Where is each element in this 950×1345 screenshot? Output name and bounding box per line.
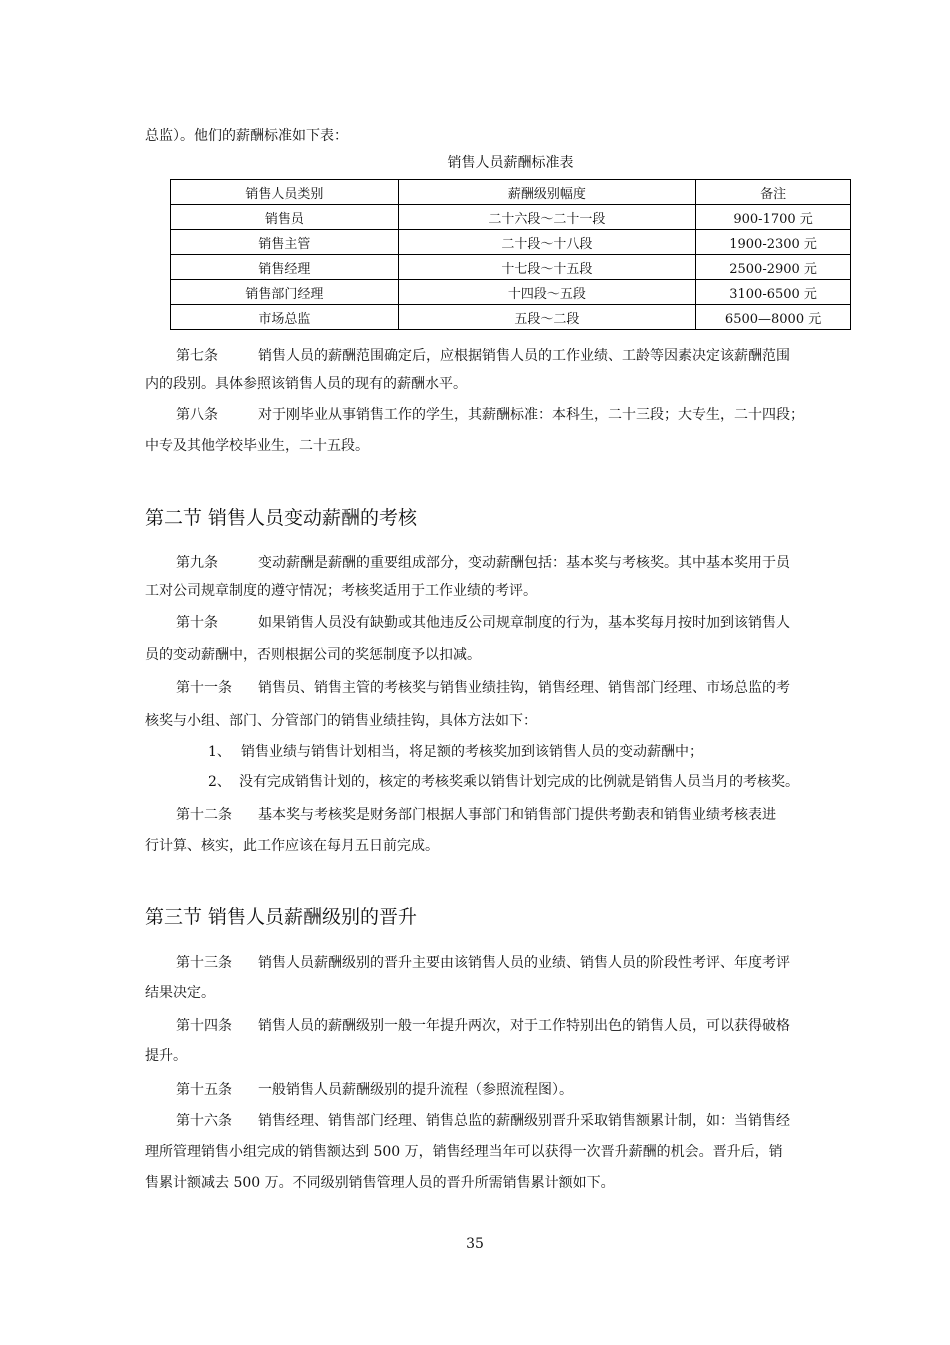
list-item xyxy=(208,742,703,762)
article-10-line1 xyxy=(176,613,790,633)
list-item-text: 销售业绩与销售计划相当，将足额的考核奖加到该销售人员的变动薪酬中； xyxy=(241,744,703,760)
table-cell: 五段～二段 xyxy=(398,305,696,330)
article-text: 销售人员的薪酬范围确定后，应根据销售人员的工作业绩、工龄等因素决定该薪酬范围 xyxy=(258,348,790,364)
article-text: 销售员、销售主管的考核奖与销售业绩挂钩，销售经理、销售部门经理、市场总监的考 xyxy=(258,680,790,696)
table-cell: 6500—8000 元 xyxy=(696,305,851,330)
article-12-line2: 行计算、核实，此工作应该在每月五日前完成。 xyxy=(145,838,439,854)
article-text: 销售经理、销售部门经理、销售总监的薪酬级别晋升采取销售额累计制，如：当销售经 xyxy=(258,1113,790,1129)
article-label: 第十二条 xyxy=(176,807,232,823)
article-label: 第十三条 xyxy=(176,955,232,971)
intro-line: 总监）。他们的薪酬标准如下表： xyxy=(145,128,348,144)
article-16-line3: 售累计额减去 500 万。不同级别销售管理人员的晋升所需销售累计额如下。 xyxy=(145,1175,615,1191)
article-label: 第七条 xyxy=(176,348,218,364)
table-row xyxy=(171,230,851,255)
table-header-cell: 备注 xyxy=(696,180,851,205)
article-16-line2: 理所管理销售小组完成的销售额达到 500 万，销售经理当年可以获得一次晋升薪酬的机会。晋升后，销 xyxy=(145,1144,783,1160)
article-text: 一般销售人员薪酬级别的提升流程（参照流程图）。 xyxy=(258,1082,573,1098)
table-cell: 二十段～十八段 xyxy=(398,230,696,255)
section-heading-3: 第三节 销售人员薪酬级别的晋升 xyxy=(145,906,418,928)
article-7-line2: 内的段别。具体参照该销售人员的现有的薪酬水平。 xyxy=(145,376,467,392)
article-text: 基本奖与考核奖是财务部门根据人事部门和销售部门提供考勤表和销售业绩考核表进 xyxy=(258,807,776,823)
table-header-row xyxy=(171,180,851,205)
article-9-line1 xyxy=(176,553,790,573)
article-10-line2: 员的变动薪酬中，否则根据公司的奖惩制度予以扣减。 xyxy=(145,647,481,663)
table-cell: 二十六段～二十一段 xyxy=(398,205,696,230)
article-14-line1 xyxy=(176,1016,790,1036)
article-8-line1 xyxy=(176,405,804,425)
article-label: 第十五条 xyxy=(176,1082,232,1098)
table-cell: 3100-6500 元 xyxy=(696,280,851,305)
table-cell: 销售部门经理 xyxy=(171,280,399,305)
article-7-line1 xyxy=(176,346,790,366)
article-15-line1 xyxy=(176,1080,573,1100)
table-caption: 销售人员薪酬标准表 xyxy=(447,155,574,171)
table-row xyxy=(171,280,851,305)
list-item xyxy=(208,772,799,792)
article-11-line2: 核奖与小组、部门、分管部门的销售业绩挂钩，具体方法如下： xyxy=(145,713,537,729)
table-cell: 销售员 xyxy=(171,205,399,230)
article-9-line2: 工对公司规章制度的遵守情况；考核奖适用于工作业绩的考评。 xyxy=(145,583,537,599)
page-number: 35 xyxy=(466,1236,484,1252)
article-label: 第八条 xyxy=(176,407,218,423)
article-16-line1 xyxy=(176,1111,790,1131)
list-item-text: 没有完成销售计划的，核定的考核奖乘以销售计划完成的比例就是销售人员当月的考核奖。 xyxy=(239,774,799,790)
article-11-line1 xyxy=(176,678,790,698)
section-heading-2: 第二节 销售人员变动薪酬的考核 xyxy=(145,507,418,529)
table-cell: 1900-2300 元 xyxy=(696,230,851,255)
article-13-line2: 结果决定。 xyxy=(145,985,215,1001)
table-cell: 十七段～十五段 xyxy=(398,255,696,280)
table-row xyxy=(171,255,851,280)
salary-table xyxy=(170,179,851,330)
article-label: 第十四条 xyxy=(176,1018,232,1034)
list-item-number: 2、 xyxy=(208,774,231,790)
table-cell: 市场总监 xyxy=(171,305,399,330)
table-header-cell: 薪酬级别幅度 xyxy=(398,180,696,205)
table-cell: 销售经理 xyxy=(171,255,399,280)
article-text: 销售人员的薪酬级别一般一年提升两次，对于工作特别出色的销售人员，可以获得破格 xyxy=(258,1018,790,1034)
article-12-line1 xyxy=(176,805,776,825)
article-label: 第十六条 xyxy=(176,1113,232,1129)
list-item-number: 1、 xyxy=(208,744,231,760)
table-cell: 2500-2900 元 xyxy=(696,255,851,280)
article-14-line2: 提升。 xyxy=(145,1048,187,1064)
table-row xyxy=(171,305,851,330)
article-8-line2: 中专及其他学校毕业生，二十五段。 xyxy=(145,438,369,454)
article-text: 如果销售人员没有缺勤或其他违反公司规章制度的行为，基本奖每月按时加到该销售人 xyxy=(258,615,790,631)
table-cell: 十四段～五段 xyxy=(398,280,696,305)
article-label: 第九条 xyxy=(176,555,218,571)
article-13-line1 xyxy=(176,953,790,973)
article-text: 变动薪酬是薪酬的重要组成部分，变动薪酬包括：基本奖与考核奖。其中基本奖用于员 xyxy=(258,555,790,571)
article-label: 第十条 xyxy=(176,615,218,631)
table-row xyxy=(171,205,851,230)
table-cell: 900-1700 元 xyxy=(696,205,851,230)
article-label: 第十一条 xyxy=(176,680,232,696)
article-text: 销售人员薪酬级别的晋升主要由该销售人员的业绩、销售人员的阶段性考评、年度考评 xyxy=(258,955,790,971)
table-cell: 销售主管 xyxy=(171,230,399,255)
article-text: 对于刚毕业从事销售工作的学生，其薪酬标准：本科生，二十三段；大专生，二十四段； xyxy=(258,407,804,423)
table-header-cell: 销售人员类别 xyxy=(171,180,399,205)
